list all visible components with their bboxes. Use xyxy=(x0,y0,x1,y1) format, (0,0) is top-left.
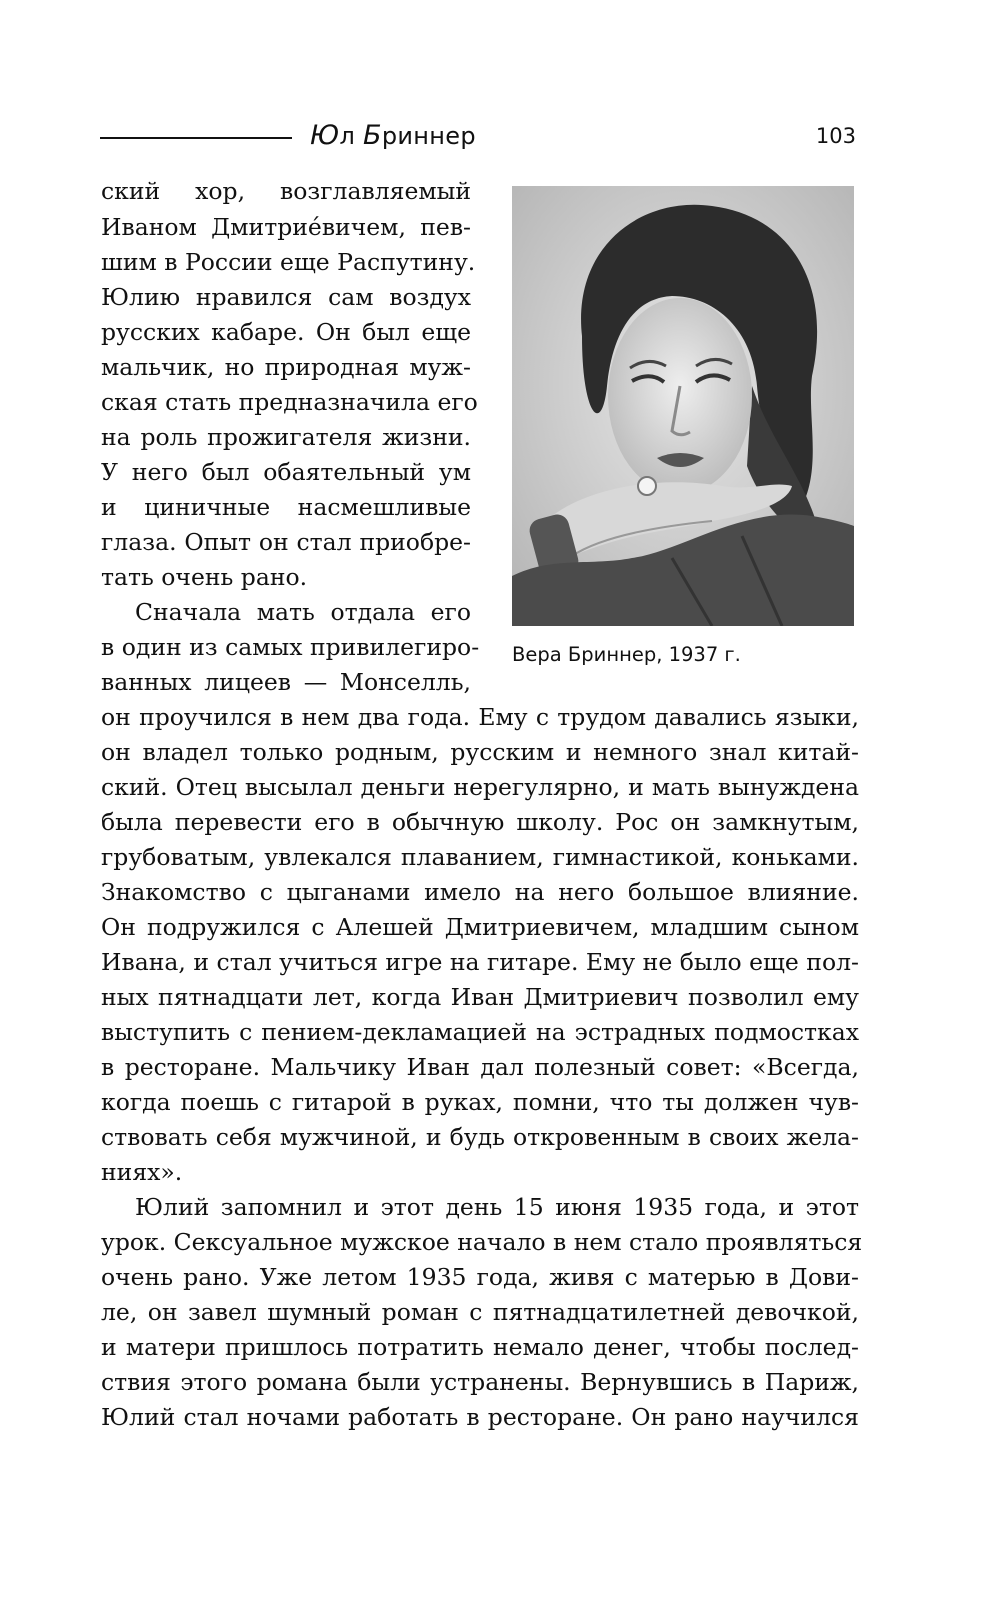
text-line: очень рано. Уже летом 1935 года, живя с матерью в Дови- xyxy=(101,1263,859,1291)
text-line: глаза. Опыт он стал приобре- xyxy=(101,528,471,556)
text-line: Юлий стал ночами работать в ресторане. Он рано научился xyxy=(101,1403,859,1431)
text-line: и матери пришлось потратить немало денег, чтобы послед- xyxy=(101,1333,859,1361)
text-line: мальчик, но природная муж- xyxy=(101,353,471,381)
text-line: и циничные насмешливые xyxy=(101,493,471,521)
text-line: Он подружился с Алешей Дмитриевичем, младшим сыном xyxy=(101,913,859,941)
text-line: Юлий запомнил и этот день 15 июня 1935 года, и этот xyxy=(135,1193,859,1221)
text-line: ский. Отец высылал деньги нерегулярно, и мать вынуждена xyxy=(101,773,859,801)
text-line: ствия этого романа были устранены. Вернувшись в Париж, xyxy=(101,1368,859,1396)
text-line: грубоватым, увлекался плаванием, гимнастикой, коньками. xyxy=(101,843,859,871)
text-line: ствовать себя мужчиной, и будь откровенным в своих жела- xyxy=(101,1123,859,1151)
text-line: ская стать предназначила его xyxy=(101,388,478,416)
running-title: Юл Бриннер xyxy=(310,120,476,151)
header-rule xyxy=(100,137,292,139)
text-line: ский хор, возглавляемый xyxy=(101,177,471,205)
text-line: ных пятнадцати лет, когда Иван Дмитриевич позволил ему xyxy=(101,983,859,1011)
text-line: когда поешь с гитарой в руках, помни, что ты должен чув- xyxy=(101,1088,859,1116)
text-line: на роль прожигателя жизни. xyxy=(101,423,471,451)
text-line: Сначала мать отдала его xyxy=(135,598,471,626)
text-line: в один из самых привилегиро- xyxy=(101,633,480,661)
text-line: в ресторане. Мальчику Иван дал полезный совет: «Всегда, xyxy=(101,1053,859,1081)
portrait-photo xyxy=(512,186,854,626)
text-line: шим в России еще Распутину. xyxy=(101,248,476,276)
text-line: ле, он завел шумный роман с пятнадцатилетней девочкой, xyxy=(101,1298,859,1326)
text-line: ванных лицеев — Монселль, xyxy=(101,668,471,696)
text-line: ниях». xyxy=(101,1158,183,1186)
portrait-photo-icon xyxy=(512,186,854,626)
text-line: выступить с пением-декламацией на эстрадных подмостках xyxy=(101,1018,859,1046)
text-line: была перевести его в обычную школу. Рос он замкнутым, xyxy=(101,808,859,836)
text-line: Иваном Дмитрие́вичем, пев- xyxy=(101,213,471,241)
text-line: У него был обаятельный ум xyxy=(101,458,471,486)
text-line: урок. Сексуальное мужское начало в нем стало проявляться xyxy=(101,1228,863,1256)
page-number: 103 xyxy=(815,124,856,148)
text-line: он владел только родным, русским и немного знал китай- xyxy=(101,738,859,766)
photo-caption: Вера Бриннер, 1937 г. xyxy=(512,643,741,666)
text-line: он проучился в нем два года. Ему с трудом давались языки, xyxy=(101,703,859,731)
text-line: русских кабаре. Он был еще xyxy=(101,318,471,346)
text-line: Знакомство с цыганами имело на него большое влияние. xyxy=(101,878,859,906)
text-line: Ивана, и стал учиться игре на гитаре. Ему не было еще пол- xyxy=(101,948,859,976)
text-line: Юлию нравился сам воздух xyxy=(101,283,471,311)
text-line: тать очень рано. xyxy=(101,563,308,591)
